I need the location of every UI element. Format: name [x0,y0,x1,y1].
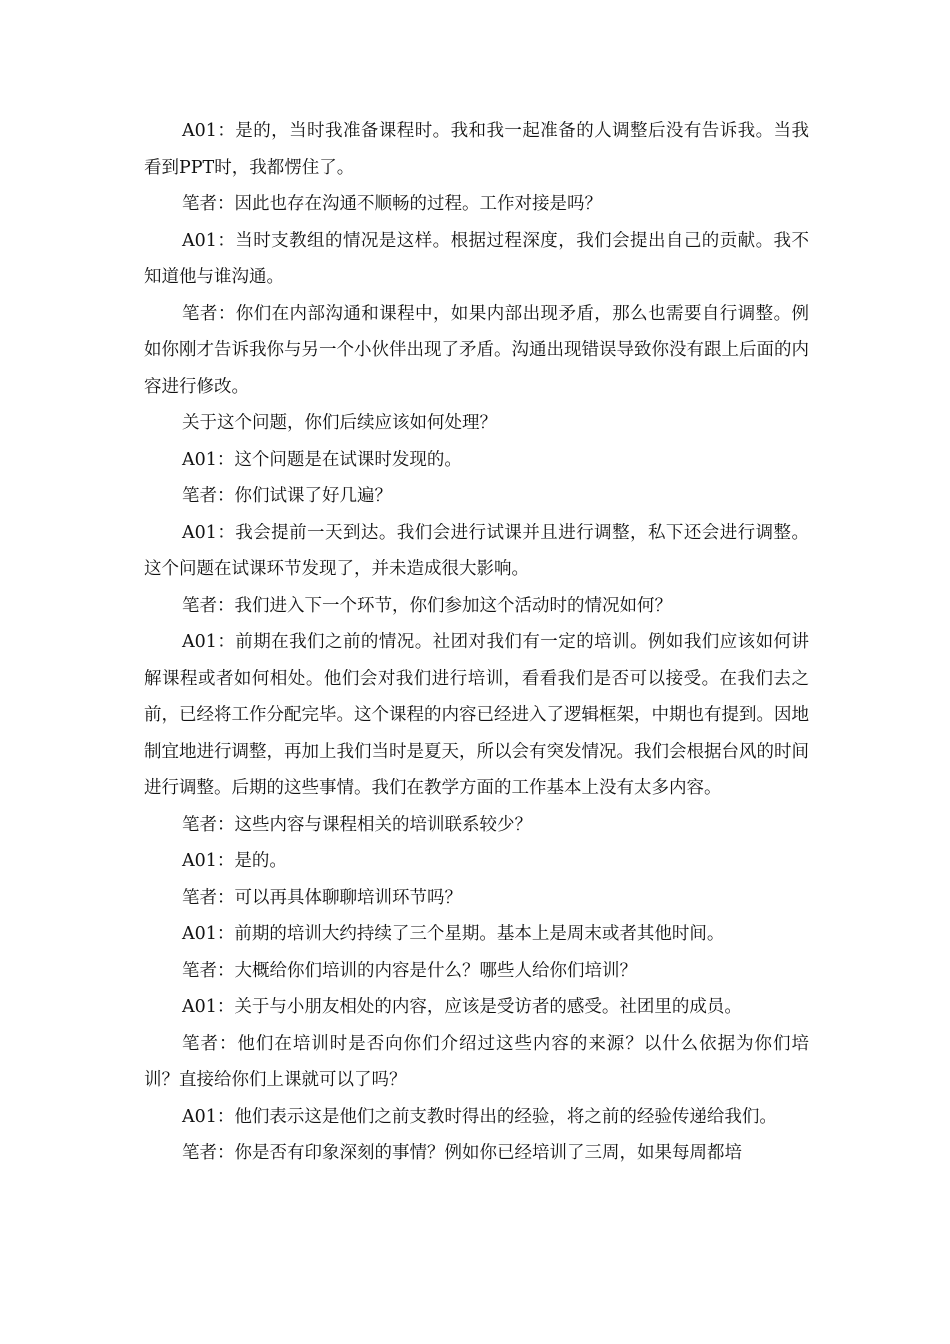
paragraph-18: A01：他们表示这是他们之前支教时得出的经验，将之前的经验传递给我们。 [182,1106,777,1127]
paragraph-19: 笔者：你是否有印象深刻的事情？例如你已经培训了三周，如果每周都培 [182,1143,742,1163]
paragraph-9: 笔者：我们进入下一个环节，你们参加这个活动时的情况如何？ [182,595,672,616]
paragraph-11: 笔者：这些内容与课程相关的培训联系较少？ [182,814,532,835]
paragraph-17: 笔者：他们在培训时是否向你们介绍过这些内容的来源？以什么依据为你们培训？直接给你们上课就可以了吗？ [144,1033,809,1090]
paragraph-13: 笔者：可以再具体聊聊培训环节吗？ [182,887,462,908]
interview-transcript [144,113,809,1172]
paragraph-8: A01：我会提前一天到达。我们会进行试课并且进行调整，私下还会进行调整。这个问题在试课环节发现了，并未造成很大影响。 [144,522,809,579]
paragraph-2: 笔者：因此也存在沟通不顺畅的过程。工作对接是吗？ [182,194,602,214]
paragraph-4: 笔者：你们在内部沟通和课程中，如果内部出现矛盾，那么也需要自行调整。例如你刚才告诉我你与另一个小伙伴出现了矛盾。沟通出现错误导致你没有跟上后面的内容进行修改。 [144,303,809,397]
paragraph-15: 笔者：大概给你们培训的内容是什么？哪些人给你们培训？ [182,960,637,981]
paragraph-12: A01：是的。 [182,851,287,871]
paragraph-7: 笔者：你们试课了好几遍？ [182,486,392,506]
paragraph-10: A01：前期在我们之前的情况。社团对我们有一定的培训。例如我们应该如何讲解课程或者如何相处。他们会对我们进行培训，看看我们是否可以接受。在我们去之前，已经将工作分配完毕。这个课程的内容已经进入了逻辑框架，中期也有提到。因地制宜地进行调整，再加上我们当时是夏天，所以会有突发情况。我们会根据台风的时间进行调整。后期的这些事情。我们在教学方面的工作基本上没有太多内容。 [144,632,809,798]
paragraph-1: A01：是的，当时我准备课程时。我和我一起准备的人调整后没有告诉我。当我看到PPT时，我都愣住了。 [144,121,809,178]
paragraph-16: A01：关于与小朋友相处的内容，应该是受访者的感受。社团里的成员。 [182,997,742,1017]
paragraph-5: 关于这个问题，你们后续应该如何处理？ [182,413,497,433]
paragraph-14: A01：前期的培训大约持续了三个星期。基本上是周末或者其他时间。 [182,924,725,944]
paragraph-3: A01：当时支教组的情况是这样。根据过程深度，我们会提出自己的贡献。我不知道他与谁沟通。 [144,230,809,287]
paragraph-6: A01：这个问题是在试课时发现的。 [182,449,462,470]
